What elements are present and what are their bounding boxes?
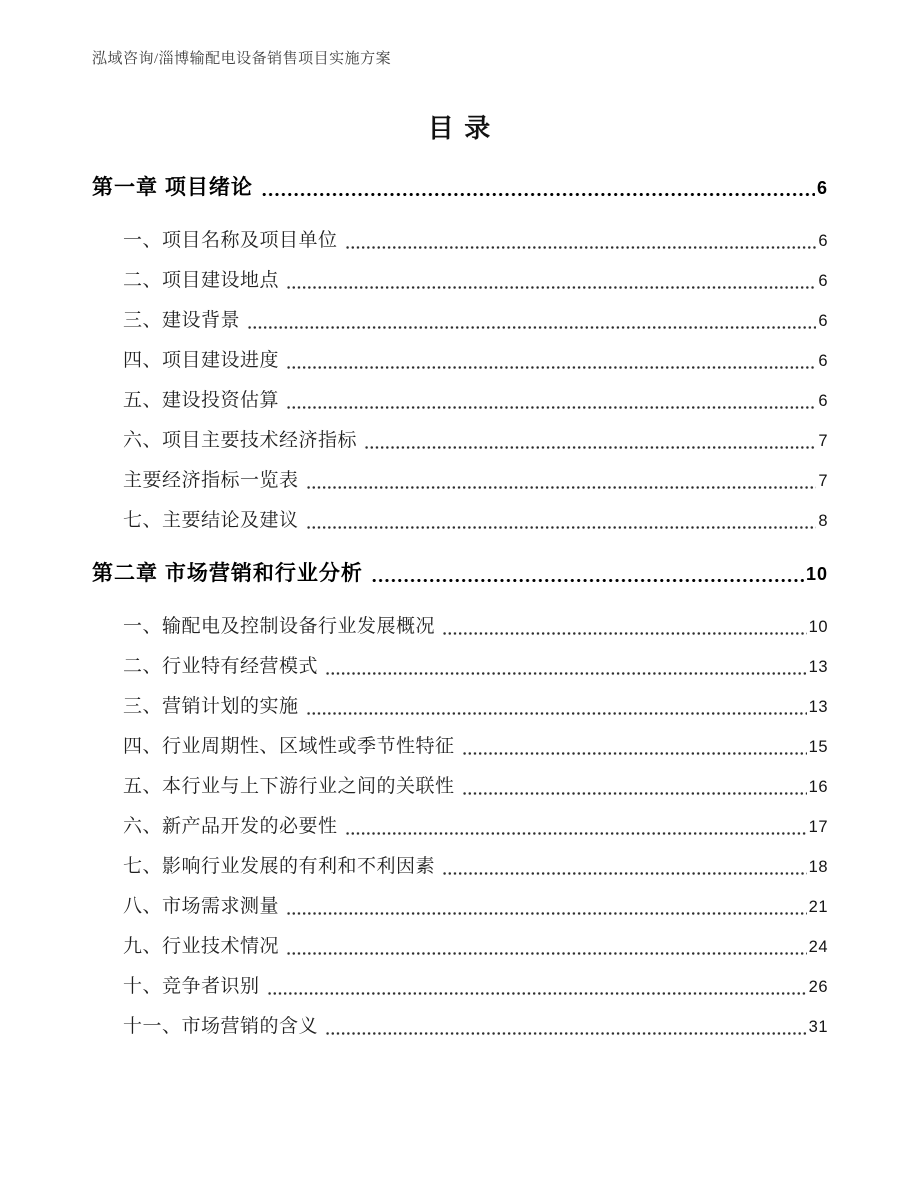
- page-number: 17: [808, 818, 828, 836]
- page-number: 10: [805, 564, 828, 584]
- dot-leader: [442, 632, 807, 635]
- toc-row-item[interactable]: [92, 894, 828, 920]
- toc-entry-label: 第二章 市场营销和行业分析: [92, 562, 363, 585]
- page-number: 6: [818, 272, 828, 290]
- toc-row-chapter[interactable]: [92, 560, 828, 588]
- toc-row-item[interactable]: [92, 428, 828, 454]
- dot-leader: [325, 672, 807, 675]
- toc-entry-label: 八、市场需求测量: [123, 896, 280, 917]
- toc-row-item[interactable]: [92, 974, 828, 1000]
- toc-row-item[interactable]: [92, 854, 828, 880]
- dot-leader: [247, 326, 816, 329]
- toc-entry-label: 十、竞争者识别: [123, 976, 260, 997]
- page-number: 6: [818, 392, 828, 410]
- toc-row-item[interactable]: [92, 508, 828, 534]
- dot-leader: [462, 752, 807, 755]
- toc-row-item[interactable]: [92, 308, 828, 334]
- toc-row-item[interactable]: [92, 228, 828, 254]
- toc-entry-label: 六、新产品开发的必要性: [123, 816, 338, 837]
- page-number: 21: [808, 898, 828, 916]
- toc-entry-label: 第一章 项目绪论: [92, 176, 253, 199]
- page-title: 目 录: [427, 114, 493, 143]
- toc-entry-label: 十一、市场营销的含义: [123, 1016, 319, 1037]
- page-number: 31: [808, 1018, 828, 1036]
- toc-row-item[interactable]: [92, 734, 828, 760]
- dot-leader: [286, 286, 816, 289]
- dot-leader: [261, 193, 815, 196]
- toc-entry-label: 二、行业特有经营模式: [123, 656, 319, 677]
- page-number: 6: [816, 178, 828, 198]
- dot-leader: [306, 486, 817, 489]
- dot-leader: [364, 446, 816, 449]
- page-number: 13: [808, 698, 828, 716]
- dot-leader: [345, 832, 807, 835]
- toc-row-item[interactable]: [92, 694, 828, 720]
- page-number: 16: [808, 778, 828, 796]
- page-number: 7: [818, 432, 828, 450]
- dot-leader: [286, 366, 816, 369]
- toc-entry-label: 三、营销计划的实施: [123, 696, 299, 717]
- toc-row-item[interactable]: [92, 468, 828, 494]
- toc-row-item[interactable]: [92, 1014, 828, 1040]
- toc-row-item[interactable]: [92, 654, 828, 680]
- toc-row-item[interactable]: [92, 814, 828, 840]
- dot-leader: [306, 526, 817, 529]
- dot-leader: [286, 912, 807, 915]
- page-number: 8: [818, 512, 828, 530]
- page-number: 6: [818, 312, 828, 330]
- page-number: 18: [808, 858, 828, 876]
- page-number: 15: [808, 738, 828, 756]
- page-number: 26: [808, 978, 828, 996]
- toc-entry-label: 主要经济指标一览表: [123, 470, 299, 491]
- dot-leader: [267, 992, 807, 995]
- toc-row-item[interactable]: [92, 348, 828, 374]
- toc-row-item[interactable]: [92, 934, 828, 960]
- toc-entry-label: 四、项目建设进度: [123, 350, 280, 371]
- toc-row-item[interactable]: [92, 388, 828, 414]
- dot-leader: [442, 872, 807, 875]
- page-number: 10: [808, 618, 828, 636]
- toc-entry-label: 三、建设背景: [123, 310, 241, 331]
- table-of-contents: [92, 174, 828, 1040]
- dot-leader: [286, 406, 816, 409]
- dot-leader: [462, 792, 807, 795]
- page-number: 6: [818, 232, 828, 250]
- dot-leader: [345, 246, 817, 249]
- toc-entry-label: 七、主要结论及建议: [123, 510, 299, 531]
- document-header: 泓域咨询/淄博输配电设备销售项目实施方案: [92, 51, 392, 67]
- toc-entry-label: 五、本行业与上下游行业之间的关联性: [123, 776, 455, 797]
- page-number: 6: [818, 352, 828, 370]
- toc-entry-label: 五、建设投资估算: [123, 390, 280, 411]
- toc-entry-label: 一、项目名称及项目单位: [123, 230, 338, 251]
- dot-leader: [306, 712, 807, 715]
- toc-entry-label: 一、输配电及控制设备行业发展概况: [123, 616, 436, 637]
- toc-entry-label: 七、影响行业发展的有利和不利因素: [123, 856, 436, 877]
- page-number: 13: [808, 658, 828, 676]
- page-number: 24: [808, 938, 828, 956]
- dot-leader: [371, 579, 804, 582]
- toc-entry-label: 二、项目建设地点: [123, 270, 280, 291]
- toc-entry-label: 九、行业技术情况: [123, 936, 280, 957]
- toc-entry-label: 六、项目主要技术经济指标: [123, 430, 358, 451]
- toc-entry-label: 四、行业周期性、区域性或季节性特征: [123, 736, 455, 757]
- toc-row-chapter[interactable]: [92, 174, 828, 202]
- dot-leader: [286, 952, 807, 955]
- toc-row-item[interactable]: [92, 774, 828, 800]
- dot-leader: [325, 1032, 807, 1035]
- page-number: 7: [818, 472, 828, 490]
- toc-row-item[interactable]: [92, 268, 828, 294]
- toc-row-item[interactable]: [92, 614, 828, 640]
